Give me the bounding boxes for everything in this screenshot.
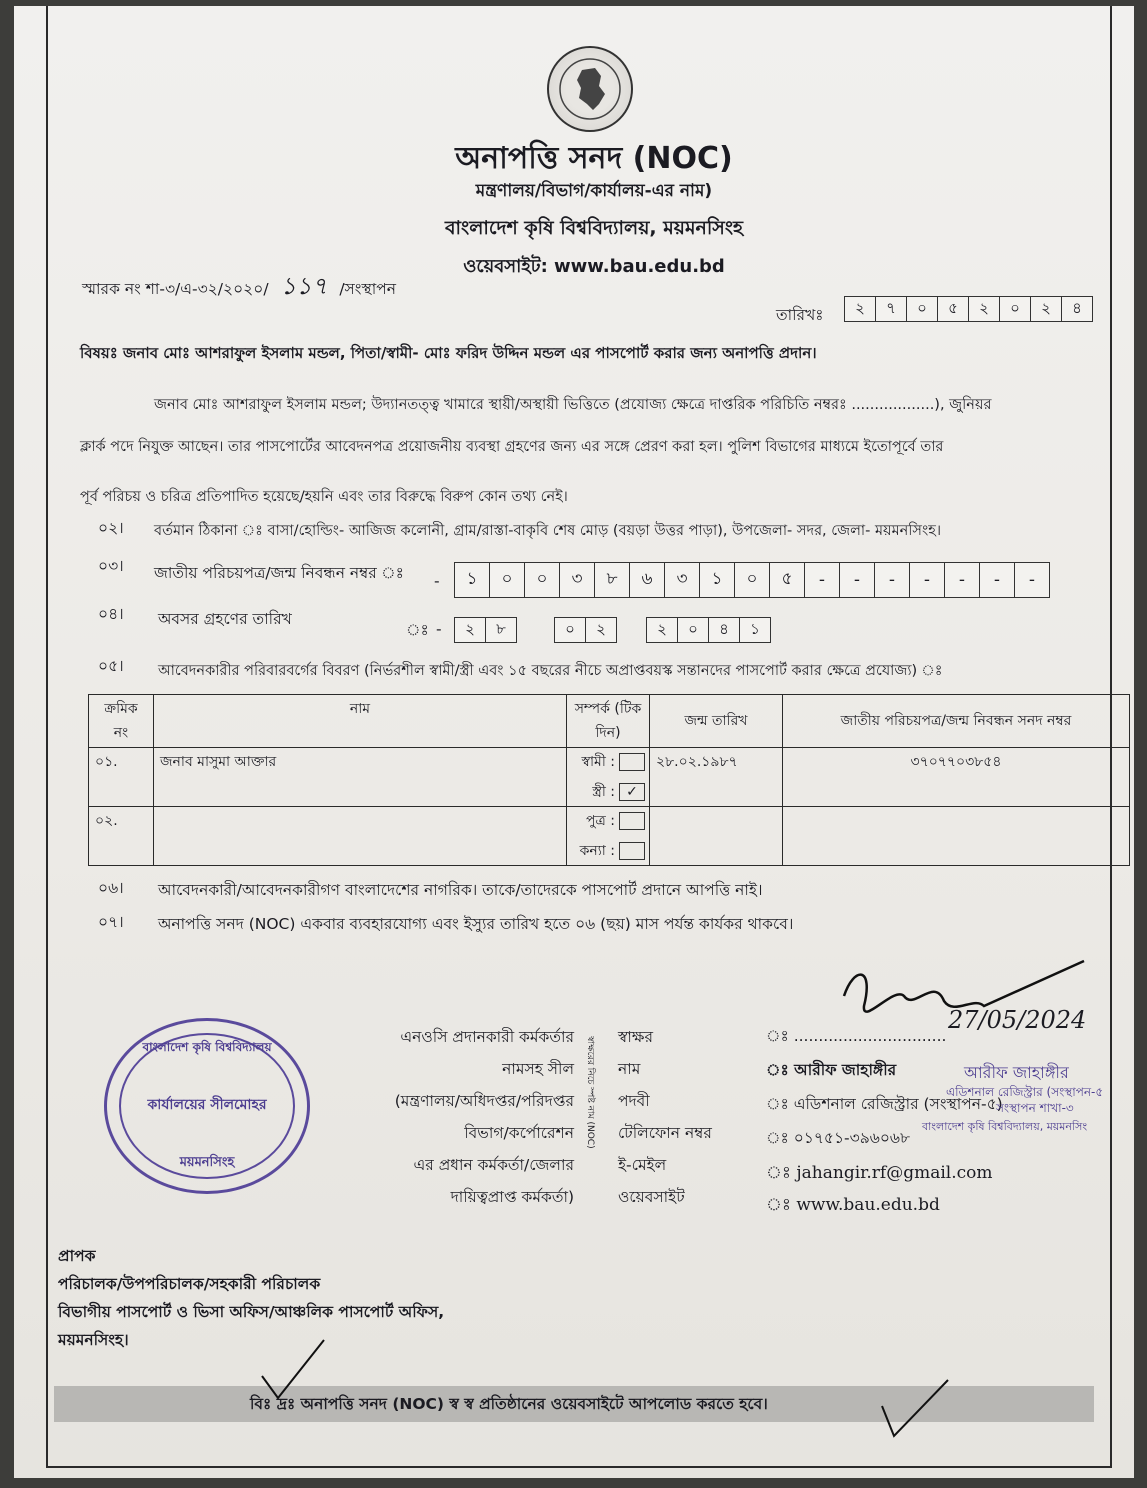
office-seal	[104, 1018, 310, 1194]
officer-phone: ঃ ০১৭৫১-৩৯৬০৬৮	[766, 1129, 911, 1147]
item-02-address: বর্তমান ঠিকানা ঃ বাসা/হোল্ডিং- আজিজ কলোনী, গ্রাম/রাস্তা-বাকৃবি শেষ মোড় (বয়ড়া উত্তর পাড়া), উপজেলা- সদর, জেলা- ময়মনসিংহ।	[154, 523, 942, 539]
row-name	[154, 807, 567, 866]
recipient-label: প্রাপক	[58, 1247, 96, 1265]
retirement-year-boxes	[646, 617, 770, 643]
nid-digit-box: ০	[734, 562, 770, 598]
wife-checkbox[interactable]: ✓	[619, 783, 645, 801]
item-02-number: ০২।	[98, 519, 124, 537]
nid-digit-box: -	[874, 562, 910, 598]
stamp-line-1: এডিশনাল রেজিস্ট্রার (সংস্থাপন-৫	[946, 1085, 1104, 1099]
row-nid: ৩৭০৭৭০৩৮৫৪	[783, 748, 1130, 807]
nid-digit-box: -	[839, 562, 875, 598]
check-mark-icon	[254, 1336, 334, 1406]
nid-digit-box: ০	[524, 562, 560, 598]
date-digit-box: ২	[968, 296, 1000, 322]
retirement-day-box: ৮	[485, 617, 517, 643]
header-serial: ক্রমিক নং	[89, 695, 154, 748]
row-dob	[650, 807, 783, 866]
item-07-text: অনাপত্তি সনদ (NOC) একবার ব্যবহারযোগ্য এবং ইস্যুর তারিখ হতে ০৬ (ছয়) মাস পর্যন্ত কার্যকর থাকবে।	[158, 915, 794, 933]
date-digit-box: ০	[906, 296, 938, 322]
issue-date-boxes	[844, 296, 1092, 322]
memo-number	[82, 268, 396, 308]
officer-name: ঃ আরীফ জাহাঙ্গীর	[766, 1061, 897, 1079]
retirement-day-box: ২	[454, 617, 486, 643]
retirement-month-box: ০	[554, 617, 586, 643]
seal-bottom-text: ময়মনসিংহ	[179, 1155, 235, 1170]
nid-number-boxes	[454, 562, 1049, 598]
relation-wife: স্ত্রী : ✓	[571, 780, 645, 804]
officer-field-label: ওয়েবসাইট	[618, 1188, 685, 1206]
item-04-number: ০৪।	[98, 605, 124, 623]
retirement-year-box: ৪	[708, 617, 740, 643]
header-relation: সম্পর্ক (টিক দিন)	[567, 695, 650, 748]
daughter-checkbox[interactable]	[619, 842, 645, 860]
nid-digit-box: -	[909, 562, 945, 598]
retirement-month-boxes	[554, 617, 616, 643]
nid-digit-box: -	[944, 562, 980, 598]
date-digit-box: ৪	[1061, 296, 1093, 322]
officer-designation-line: দায়িত্বপ্রাপ্ত কর্মকর্তা)	[450, 1188, 574, 1206]
item-05-label: আবেদনকারীর পরিবারবর্গের বিবরণ (নির্ভরশীল স্বামী/স্ত্রী এবং ১৫ বছরের নীচে অপ্রাপ্তবয়স্ক সন্তানদের পাসপোর্ট করার ক্ষেত্রে প্রযোজ্য) ঃ	[158, 663, 943, 679]
retirement-year-box: ২	[646, 617, 678, 643]
institution-website: ওয়েবসাইট: www.bau.edu.bd	[463, 256, 725, 277]
relation-husband: স্বামী :	[571, 750, 645, 774]
date-digit-box: ২	[844, 296, 876, 322]
subject-line: বিষয়ঃ জনাব মোঃ আশরাফুল ইসলাম মন্ডল, পিতা/স্বামী- মোঃ ফরিদ উদ্দিন মন্ডল এর পাসপোর্ট করার জন্য অনাপত্তি প্রদান।	[80, 344, 817, 362]
date-label: তারিখঃ	[776, 306, 824, 324]
government-emblem-icon	[547, 46, 633, 132]
item-03-label: জাতীয় পরিচয়পত্র/জন্ম নিবন্ধন নম্বর ঃ	[154, 564, 404, 582]
husband-checkbox[interactable]	[619, 753, 645, 771]
officer-designation-line: বিভাগ/কর্পোরেশন	[464, 1124, 574, 1142]
officer-field-labels	[618, 1021, 712, 1213]
document-title: অনাপত্তি সনদ (NOC)	[455, 141, 733, 176]
nid-digit-box: ১	[699, 562, 735, 598]
date-digit-box: ০	[999, 296, 1031, 322]
nid-digit-box: ১	[454, 562, 490, 598]
row-serial: ০২.	[89, 807, 154, 866]
row-relation-cell	[567, 807, 650, 866]
relation-daughter: কন্যা :	[571, 839, 645, 863]
officer-designation-line: নামসহ সীল	[502, 1060, 574, 1078]
nid-digit-box: -	[804, 562, 840, 598]
nid-digit-box: ৩	[559, 562, 595, 598]
item-05-number: ০৫।	[98, 657, 124, 675]
memo-label: স্মারক নং শা-৩/এ-৩২/২০২০/	[82, 280, 269, 298]
row-nid	[783, 807, 1130, 866]
officer-field-label: টেলিফোন নম্বর	[618, 1124, 712, 1142]
item-04-label: অবসর গ্রহণের তারিখ	[158, 610, 292, 628]
stamp-name: আরীফ জাহাঙ্গীর	[964, 1063, 1069, 1082]
date-digit-box: ৫	[937, 296, 969, 322]
officer-website: ঃ www.bau.edu.bd	[766, 1195, 940, 1215]
nid-digit-box: -	[1014, 562, 1050, 598]
body-line-2: ক্লার্ক পদে নিযুক্ত আছেন। তার পাসপোর্টের আবেদনপত্র প্রয়োজনীয় ব্যবস্থা গ্রহণের জন্য এর সঙ্গে প্রেরণ করা হল। পুলিশ বিভাগের মাধ্যমে ইতোপূর্বে তার	[80, 439, 944, 455]
retirement-month-box: ২	[585, 617, 617, 643]
institution-name: বাংলাদেশ কৃষি বিশ্ববিদ্যালয়, ময়মনসিংহ	[444, 217, 744, 239]
item-07-number: ০৭।	[98, 913, 124, 931]
header-nid: জাতীয় পরিচয়পত্র/জন্ম নিবন্ধন সনদ নম্বর	[783, 695, 1130, 748]
ministry-line: মন্ত্রণালয়/বিভাগ/কার্যালয়-এর নাম)	[475, 181, 713, 201]
item-06-text: আবেদনকারী/আবেদনকারীগণ বাংলাদেশের নাগরিক। তাকে/তাদেরকে পাসপোর্ট প্রদানে আপত্তি নাই।	[158, 881, 763, 899]
table-row	[89, 807, 1130, 866]
officer-designation-line: এর প্রধান কর্মকর্তা/জেলার	[413, 1156, 574, 1174]
retirement-year-box: ১	[739, 617, 771, 643]
memo-suffix: /সংস্থাপন	[339, 280, 396, 298]
recipient-line-1: পরিচালক/উপপরিচালক/সহকারী পরিচালক	[58, 1275, 321, 1293]
memo-handwritten-number: ১১৭	[280, 272, 328, 300]
row-relation-cell	[567, 748, 650, 807]
officer-field-label: পদবী	[618, 1092, 650, 1110]
family-table	[88, 694, 1130, 866]
seal-inner-text: কার্যালয়ের সীলমোহর	[147, 1097, 267, 1113]
family-table-header	[89, 695, 1130, 748]
item-03-dash: -	[434, 572, 440, 590]
item-04-colon: ঃ	[406, 621, 429, 639]
date-digit-box: ২	[1030, 296, 1062, 322]
nid-digit-box: ৮	[594, 562, 630, 598]
relation-son: পুত্র :	[571, 809, 645, 833]
footer-note: বিঃ দ্রঃ অনাপত্তি সনদ (NOC) স্ব স্ব প্রতিষ্ঠানের ওয়েবসাইটে আপলোড করতে হবে।	[250, 1395, 768, 1413]
officer-designation-block	[344, 1021, 574, 1213]
signature-date: 27/05/2024	[948, 1006, 1087, 1034]
row-name: জনাব মাসুমা আক্তার	[154, 748, 567, 807]
officer-field-label: নাম	[618, 1060, 641, 1078]
item-06-number: ০৬।	[98, 879, 124, 897]
item-04-dash: -	[436, 620, 442, 638]
seal-outer-text: বাংলাদেশ কৃষি বিশ্ববিদ্যালয়	[142, 1040, 272, 1054]
row-serial: ০১.	[89, 748, 154, 807]
retirement-year-box: ০	[677, 617, 709, 643]
row-dob: ২৮.০২.১৯৮৭	[650, 748, 783, 807]
signature-field: ঃ ...............................	[766, 1027, 947, 1045]
nid-digit-box: ৬	[629, 562, 665, 598]
officer-field-label: স্বাক্ষর	[618, 1028, 654, 1046]
officer-designation: ঃ এডিশনাল রেজিস্ট্রার (সংস্থাপন-৫)	[766, 1095, 1003, 1113]
header-name: নাম	[154, 695, 567, 748]
nid-digit-box: -	[979, 562, 1015, 598]
officer-designation-line: এনওসি প্রদানকারী কর্মকর্তার	[400, 1028, 574, 1046]
nid-digit-box: ৩	[664, 562, 700, 598]
nid-digit-box: ০	[489, 562, 525, 598]
son-checkbox[interactable]	[619, 812, 645, 830]
stamp-line-2: সংস্থাপন শাখা-৩	[996, 1101, 1074, 1115]
stamp-line-3: বাংলাদেশ কৃষি বিশ্ববিদ্যালয়, ময়মনসিং	[922, 1120, 1088, 1133]
vertical-note: স্বাক্ষরের নিচে স্পষ্ট নাম (NOC)	[585, 1036, 595, 1149]
header-dob: জন্ম তারিখ	[650, 695, 783, 748]
date-digit-box: ৭	[875, 296, 907, 322]
document-page	[14, 6, 1134, 1478]
officer-designation-line: (মন্ত্রণালয়/অধিদপ্তর/পরিদপ্তর	[394, 1092, 574, 1110]
officer-field-label: ই-মেইল	[618, 1156, 667, 1174]
nid-digit-box: ৫	[769, 562, 805, 598]
body-line-3: পূর্ব পরিচয় ও চরিত্র প্রতিপাদিত হয়েছে/হয়নি এবং তার বিরুদ্ধে বিরুপ কোন তথ্য নেই।	[80, 489, 568, 505]
retirement-day-boxes	[454, 617, 516, 643]
recipient-line-3: ময়মনসিংহ।	[58, 1331, 129, 1349]
item-03-number: ০৩।	[98, 557, 124, 575]
officer-email: ঃ jahangir.rf@gmail.com	[766, 1163, 993, 1183]
check-mark-icon	[874, 1376, 954, 1446]
recipient-line-2: বিভাগীয় পাসপোর্ট ও ভিসা অফিস/আঞ্চলিক পাসপোর্ট অফিস,	[58, 1303, 445, 1321]
body-line-1: জনাব মোঃ আশরাফুল ইসলাম মন্ডল; উদ্যানতত্ত্ব খামারে স্থায়ী/অস্থায়ী ভিত্তিতে (প্রযোজ্য ক্ষেত্রে দাপ্তরিক পরিচিতি নম্বরঃ ..................), জুনিয়র	[154, 397, 992, 413]
table-row	[89, 748, 1130, 807]
